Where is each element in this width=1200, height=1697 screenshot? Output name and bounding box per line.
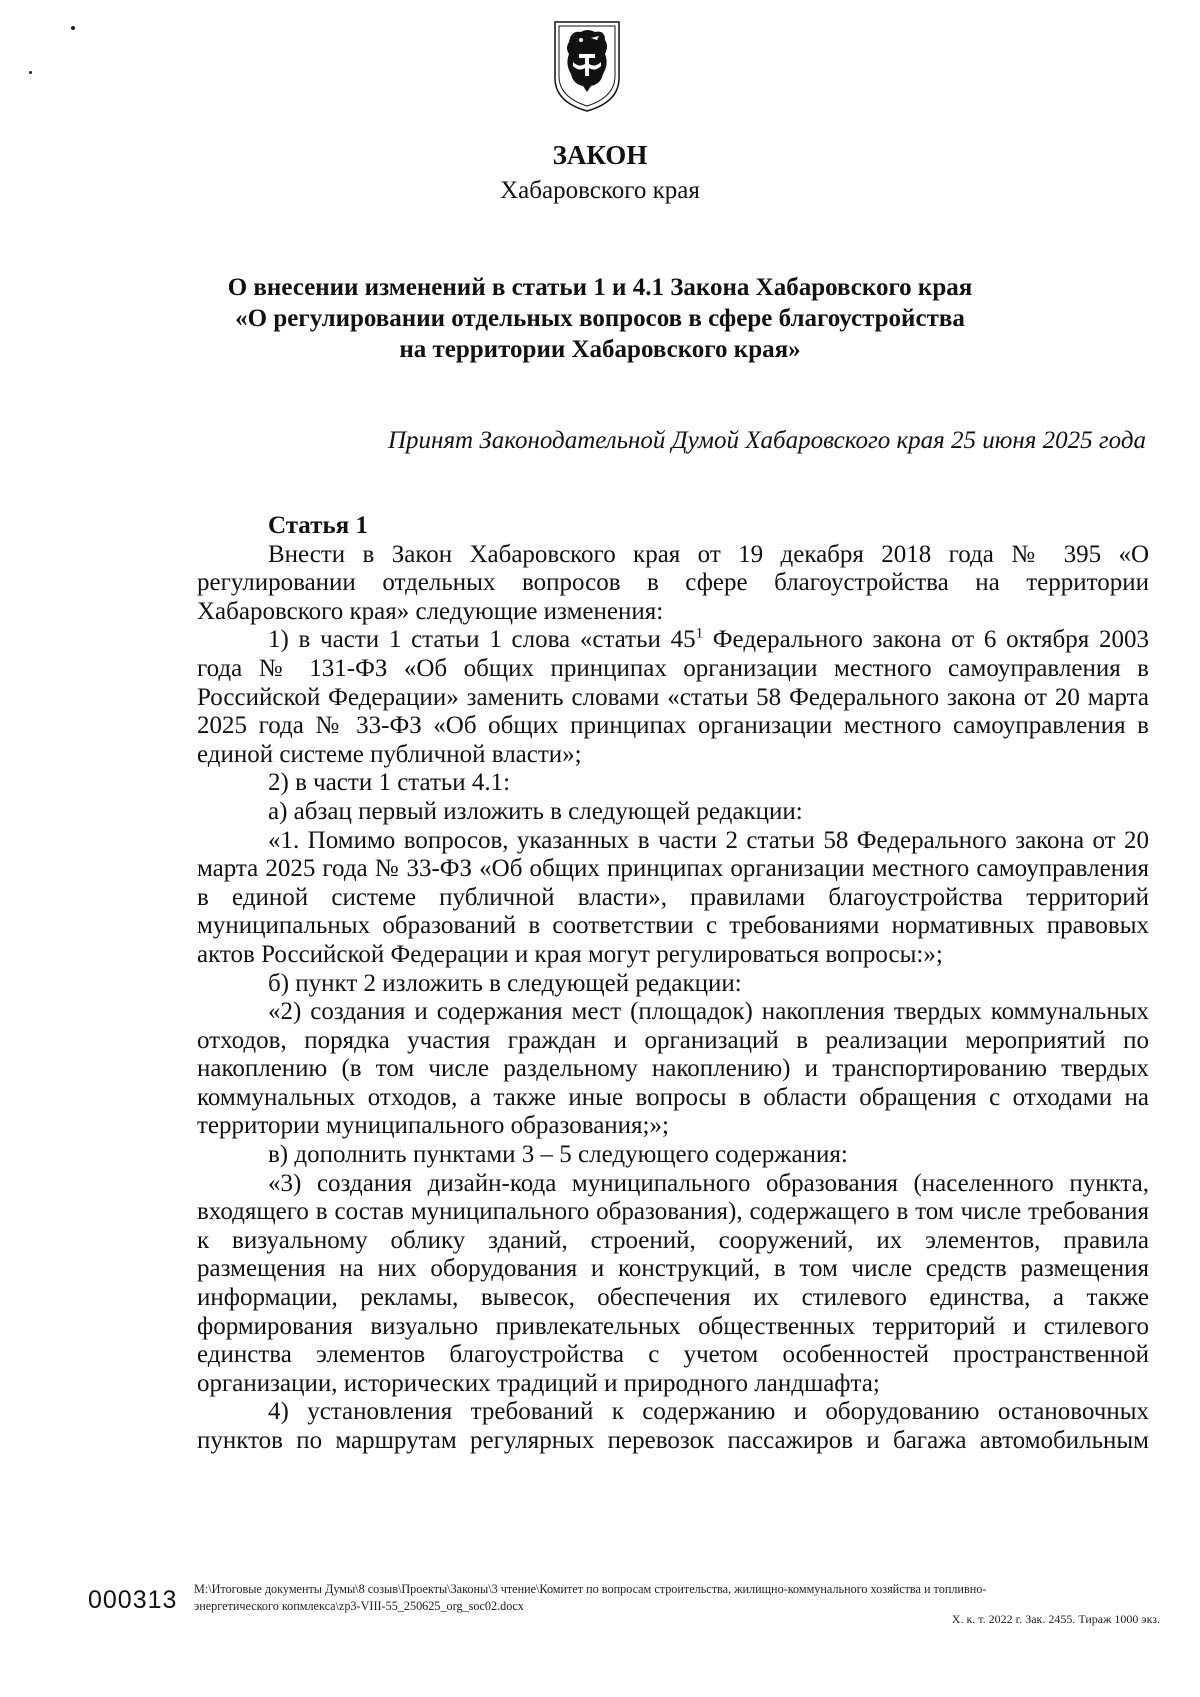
scan-speck [71, 26, 75, 30]
law-heading-line: на территории Хабаровского края» [399, 336, 801, 363]
amendment-text: 1) в части 1 статьи 1 слова «статьи 45 [268, 626, 696, 654]
print-info: Х. к. т. 2022 г. Зак. 2455. Тираж 1000 экз. [951, 1612, 1160, 1626]
amendment-quote-b: «2) создания и содержания мест (площадок) накопления твердых коммунальных отходов, порядка участия граждан и организаций в реализации мероприятий по накоплению (в том числе раздельному накоплению) и транспортированию твердых коммунальных отходов, а также иные вопросы в области обращения с отходами на территории муниципального образования;»; [197, 998, 1149, 1140]
region-subtitle: Хабаровского края [500, 177, 700, 204]
document-number: 000313 [88, 1586, 178, 1614]
amendment-item-2: 2) в части 1 статьи 4.1: [268, 769, 511, 797]
scan-speck [29, 71, 32, 74]
file-path [194, 1581, 1154, 1615]
khabarovsk-coat-of-arms-icon [551, 18, 623, 114]
amendment-subitem-b: б) пункт 2 изложить в следующей редакции: [268, 969, 742, 997]
file-path-line: энергетического копмлекса\zp3-VIII-55_250625_org_soc02.docx [194, 1599, 524, 1613]
superscript-index: 1 [695, 626, 704, 643]
article-title: Статья 1 [268, 512, 368, 539]
amendment-quote-c-3: «3) создания дизайн-кода муниципального образования (населенного пункта, входящего в состав муниципального образования), содержащего в том числе требования к визуальному облику зданий, строений, сооружений, их элементов, правила размещения на них оборудования и конструкций, в том числе средств размещения информации, рекламы, вывесок, обеспечения их стилевого единства, а также формирования визуально привлекательных общественных территорий и стилевого единства элементов благоустройства с учетом особенностей пространственной организации, исторических традиций и природного ландшафта; [197, 1169, 1149, 1397]
amendment-quote-c-4: 4) установления требований к содержанию и оборудованию остановочных пунктов по маршрутам регулярных перевозок пассажиров и багажа автомобильным [197, 1398, 1149, 1454]
amendment-subitem-a: а) абзац первый изложить в следующей редакции: [268, 797, 803, 825]
article-body [197, 512, 1149, 1456]
amendment-text: Федерального закона от 6 октября 2003 года № 131-ФЗ «Об общих принципах организации местного самоуправления в Российской Федерации» заменить словами «статьи 58 Федерального закона от 20 марта 2025 года № 33-ФЗ «Об общих принципах организации местного самоуправления в единой системе публичной власти»; [197, 626, 1149, 768]
law-heading-line: «О регулировании отдельных вопросов в сфере благоустройства [235, 305, 965, 332]
amendment-subitem-c: в) дополнить пунктами 3 – 5 следующего содержания: [268, 1141, 848, 1169]
amendment-item-1 [197, 626, 1149, 769]
adoption-note: Принят Законодательной Думой Хабаровского края 25 июня 2025 года [387, 427, 1146, 454]
law-heading [200, 272, 1000, 365]
document-type-title: ЗАКОН [552, 140, 648, 170]
law-heading-line: О внесении изменений в статьи 1 и 4.1 Закона Хабаровского края [227, 274, 973, 301]
amendment-quote-a: «1. Помимо вопросов, указанных в части 2 статьи 58 Федерального закона от 20 марта 2025 года № 33-ФЗ «Об общих принципах организации местного самоуправления в единой системе публичной власти», правилами благоустройства территорий муниципальных образований в соответствии с требованиями нормативных правовых актов Российской Федерации и края могут регулироваться вопросы:»; [197, 826, 1149, 968]
file-path-line: М:\Итоговые документы Думы\8 созыв\Проекты\Законы\3 чтение\Комитет по вопросам строительства, жилищно-коммунального хозяйства и топливно- [194, 1582, 987, 1596]
article-intro: Внести в Закон Хабаровского края от 19 декабря 2018 года № 395 «О регулировании отдельных вопросов в сфере благоустройства на территории Хабаровского края» следующие изменения: [197, 540, 1149, 625]
